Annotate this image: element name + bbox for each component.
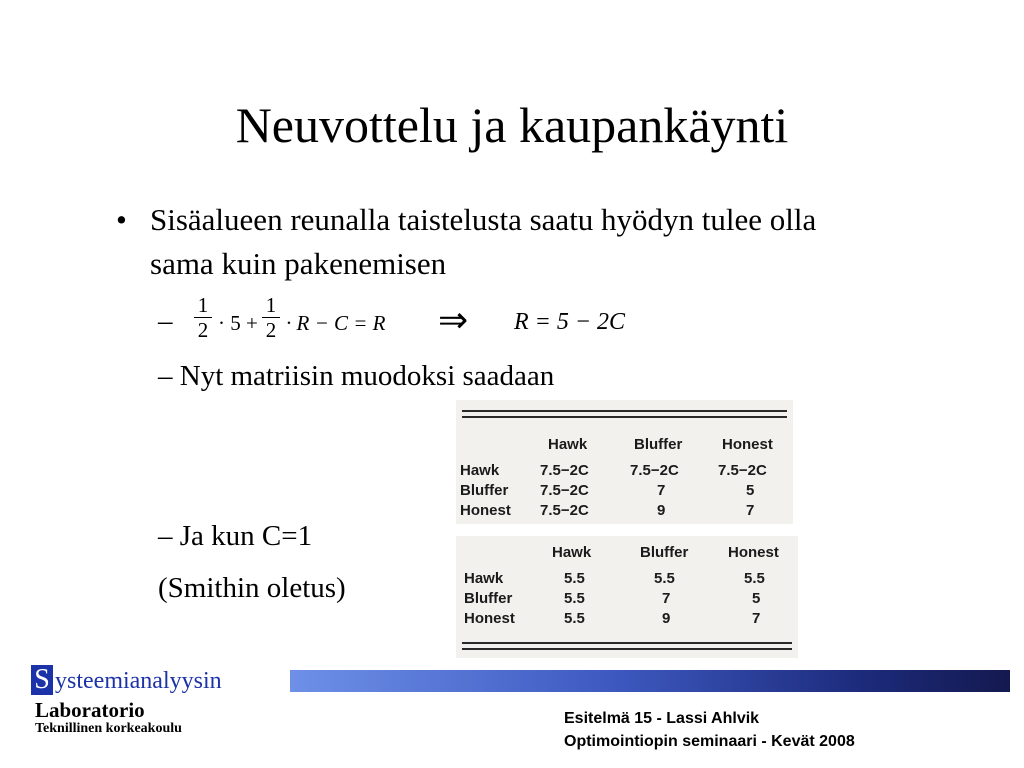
bullet-dot: • [116,202,127,237]
matrix-cell: 9 [657,502,666,519]
fraction-one-half-a [194,294,212,341]
matrix-cell: 7.5−2C [630,462,679,479]
table-rule-top-2 [462,416,787,418]
equation-segment-1: · 5 + [218,311,258,335]
fraction-denominator: 2 [197,318,209,342]
matrix-cell: 5 [752,590,761,607]
matrix-cell: 5.5 [654,570,675,587]
row-label-bluffer: Bluffer [464,590,513,607]
footer-seminar-info: Optimointiopin seminaari - Kevät 2008 [564,733,855,750]
logo-wordmark: ysteemianalyysin [55,668,222,694]
matrix-cell: 9 [662,610,671,627]
matrix-cell: 7 [746,502,755,519]
payoff-matrix-numeric [456,536,798,658]
slide-title: Neuvottelu ja kaupankäynti [235,97,789,153]
matrix-cell: 7 [662,590,671,607]
fraction-denominator: 2 [265,318,277,342]
implies-arrow: ⇒ [438,300,469,340]
table-rule-bottom [462,642,792,644]
matrix-cell: 5.5 [744,570,765,587]
row-label-hawk: Hawk [464,570,504,587]
smith-assumption-note: (Smithin oletus) [158,572,346,604]
bullet-text: Sisäalueen reunalla taistelusta saatu hyödyn tulee olla sama kuin pakenemisen [150,202,817,281]
equation-dash: – [158,305,173,337]
equation-result: R = 5 − 2C [514,309,626,335]
fraction-one-half-b [262,294,280,341]
col-header-honest: Honest [722,436,773,453]
row-label-honest: Honest [460,502,511,519]
sub-bullet-c-equals-1: – Ja kun C=1 [158,520,313,552]
col-header-bluffer: Bluffer [640,544,689,561]
matrix-cell: 7.5−2C [540,462,589,479]
main-bullet [116,198,886,286]
matrix-cell: 5.5 [564,570,585,587]
logo-letter-s: S [31,665,53,695]
matrix-cell: 7 [752,610,761,627]
col-header-hawk: Hawk [548,436,588,453]
row-label-honest: Honest [464,610,515,627]
col-header-hawk: Hawk [552,544,592,561]
row-label-bluffer: Bluffer [460,482,509,499]
col-header-honest: Honest [728,544,779,561]
matrix-cell: 7.5−2C [540,482,589,499]
equation-segment-2: · R − C = R [286,311,386,335]
col-header-bluffer: Bluffer [634,436,683,453]
matrix-cell: 7 [657,482,666,499]
payoff-matrix-symbolic [456,400,793,524]
footer-gradient-bar [290,670,1010,692]
matrix-cell: 5.5 [564,590,585,607]
table-rule-bottom-2 [462,648,792,650]
matrix-cell: 5.5 [564,610,585,627]
lab-name: Laboratorio [35,698,145,722]
fraction-numerator: 1 [265,293,277,317]
sub-bullet-matrix: – Nyt matriisin muodoksi saadaan [158,360,555,392]
fraction-numerator: 1 [197,293,209,317]
footer-presentation-info: Esitelmä 15 - Lassi Ahlvik [564,710,760,727]
row-label-hawk: Hawk [460,462,500,479]
matrix-cell: 5 [746,482,755,499]
table-rule-top [462,410,787,412]
matrix-cell: 7.5−2C [540,502,589,519]
university-name: Teknillinen korkeakoulu [35,721,182,736]
matrix-cell: 7.5−2C [718,462,767,479]
